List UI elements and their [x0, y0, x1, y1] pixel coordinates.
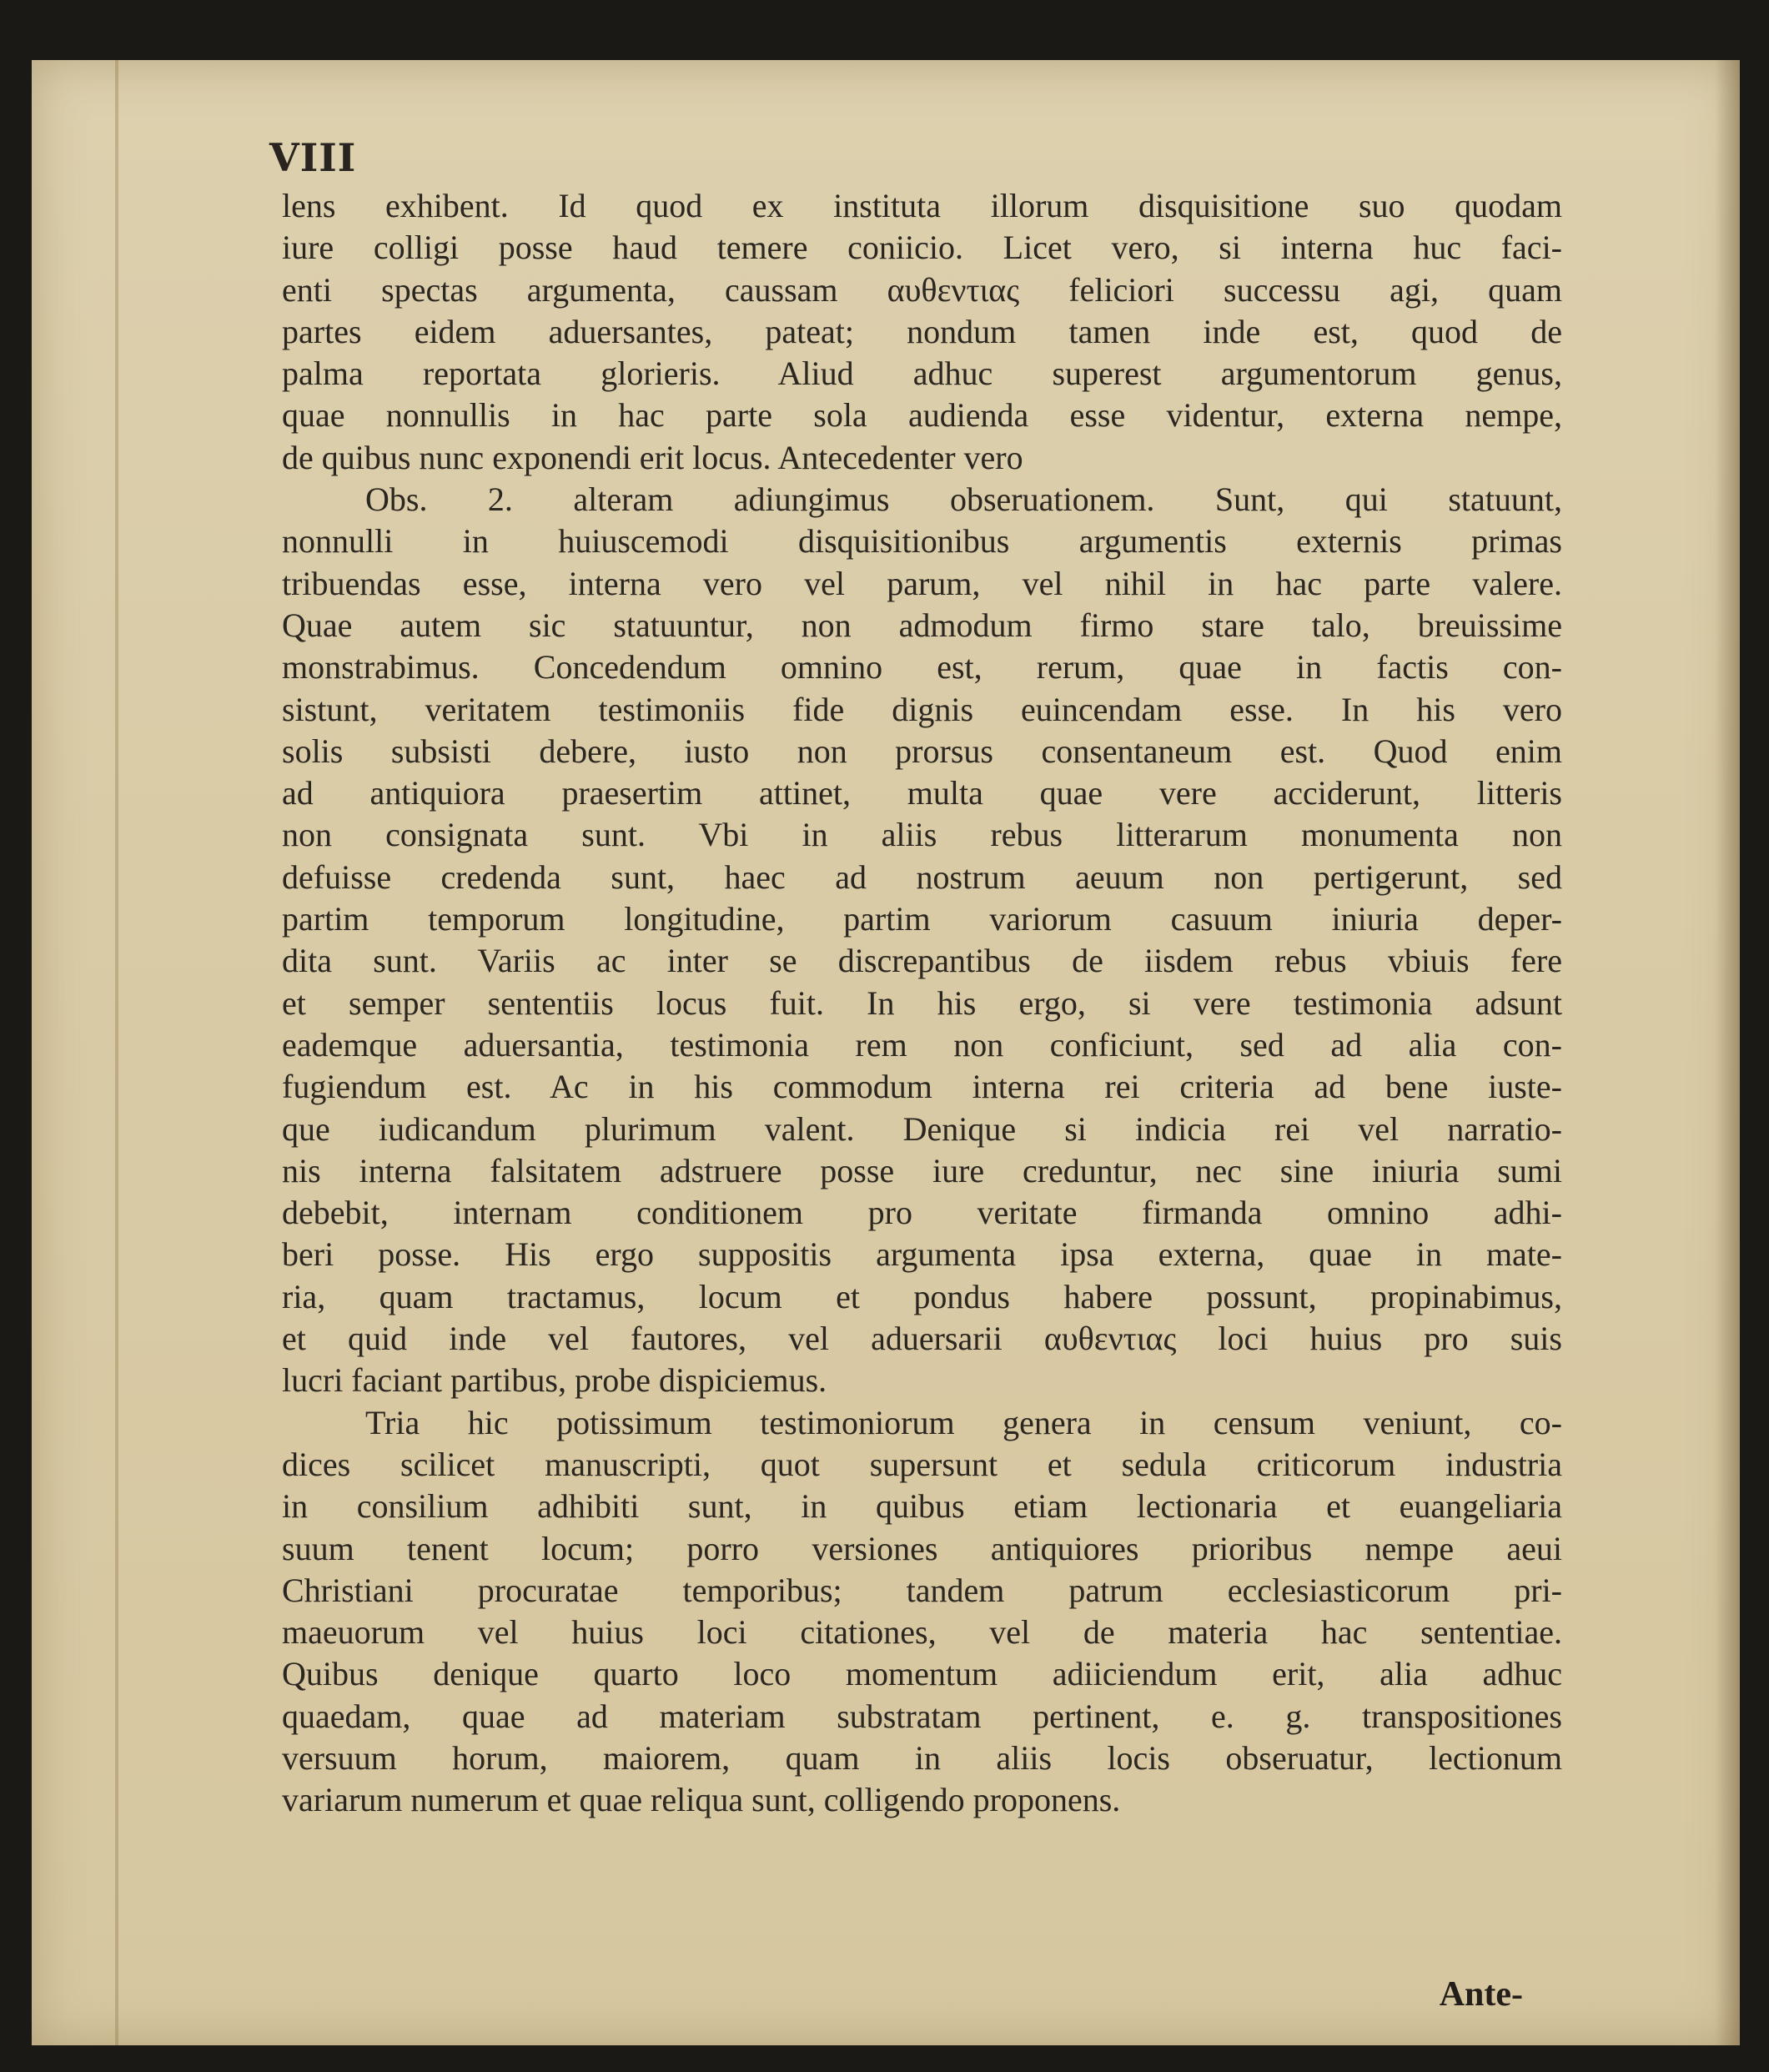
- book-page: [32, 60, 1740, 2045]
- text-line: defuisse credenda sunt, haec ad nostrum aeuum non pertigerunt, sed: [282, 857, 1562, 896]
- text-line: solis subsisti debere, iusto non prorsus consentaneum est. Quod enim: [282, 732, 1562, 770]
- text-line: de quibus nunc exponendi erit locus. Antecedenter vero: [282, 438, 1023, 476]
- text-line: quae nonnullis in hac parte sola audienda esse videntur, externa nempe,: [282, 396, 1562, 435]
- text-line: ad antiquiora praesertim attinet, multa quae vere acciderunt, litteris: [282, 774, 1562, 812]
- text-line: partes eidem aduersantes, pateat; nondum tamen inde est, quod de: [282, 312, 1562, 350]
- text-line: palma reportata glorieris. Aliud adhuc superest argumentorum genus,: [282, 355, 1562, 393]
- text-line: Quae autem sic statuuntur, non admodum firmo stare talo, breuissime: [282, 606, 1562, 644]
- text-line: variarum numerum et quae reliqua sunt, colligendo proponens.: [282, 1781, 1121, 1819]
- text-line: tribuendas esse, interna vero vel parum, vel nihil in hac parte valere.: [282, 564, 1562, 602]
- text-line: non consignata sunt. Vbi in aliis rebus litterarum monumenta non: [282, 816, 1562, 854]
- text-line: que iudicandum plurimum valent. Denique si indicia rei vel narratio-: [282, 1109, 1562, 1148]
- text-line: maeuorum vel huius loci citationes, vel de materia hac sententiae.: [282, 1613, 1562, 1652]
- body-text: [282, 185, 1562, 1822]
- text-line: fugiendum est. Ac in his commodum interna rei criteria ad bene iuste-: [282, 1068, 1562, 1106]
- text-line: debebit, internam conditionem pro veritate firmanda omnino adhi-: [282, 1194, 1562, 1232]
- text-line: sistunt, veritatem testimoniis fide dignis euincendam esse. In his vero: [282, 690, 1562, 728]
- text-line: nis interna falsitatem adstruere posse iure creduntur, nec sine iniuria sumi: [282, 1151, 1562, 1189]
- text-line: Christiani procuratae temporibus; tandem patrum ecclesiasticorum pri-: [282, 1571, 1562, 1609]
- text-line: eademque aduersantia, testimonia rem non conficiunt, sed ad alia con-: [282, 1025, 1562, 1064]
- text-line: lucri faciant partibus, probe dispiciemus.: [282, 1361, 827, 1400]
- text-line: dita sunt. Variis ac inter se discrepantibus de iisdem rebus vbiuis fere: [282, 942, 1562, 980]
- text-line: versuum horum, maiorem, quam in aliis locis obseruatur, lectionum: [282, 1738, 1562, 1777]
- text-line: quaedam, quae ad materiam substratam pertinent, e. g. transpositiones: [282, 1697, 1562, 1735]
- page-number: VIII: [269, 135, 357, 180]
- text-line: Obs. 2. alteram adiungimus obseruationem. Sunt, qui statuunt,: [365, 480, 1562, 519]
- text-line: suum tenent locum; porro versiones antiquiores prioribus nempe aeui: [282, 1529, 1562, 1567]
- text-line: et semper sententiis locus fuit. In his ergo, si vere testimonia adsunt: [282, 983, 1562, 1022]
- text-line: monstrabimus. Concedendum omnino est, rerum, quae in factis con-: [282, 648, 1562, 686]
- text-line: iure colligi posse haud temere coniicio. Licet vero, si interna huc faci-: [282, 229, 1562, 267]
- text-line: lens exhibent. Id quod ex instituta illorum disquisitione suo quodam: [282, 187, 1562, 224]
- page-edge-shadow: [1715, 60, 1740, 2045]
- text-line: partim temporum longitudine, partim variorum casuum iniuria deper-: [282, 900, 1562, 938]
- gutter-fold: [115, 60, 118, 2045]
- text-line: dices scilicet manuscripti, quot supersunt et sedula criticorum industria: [282, 1445, 1562, 1483]
- text-line: enti spectas argumenta, caussam αυθεντιας feliciori successu agi, quam: [282, 270, 1562, 309]
- text-line: nonnulli in huiuscemodi disquisitionibus argumentis externis primas: [282, 522, 1562, 561]
- text-line: Quibus denique quarto loco momentum adiiciendum erit, alia adhuc: [282, 1655, 1562, 1693]
- text-line: Tria hic potissimum testimoniorum genera in censum veniunt, co-: [365, 1403, 1562, 1441]
- text-line: in consilium adhibiti sunt, in quibus etiam lectionaria et euangeliaria: [282, 1487, 1562, 1526]
- text-line: beri posse. His ergo suppositis argumenta ipsa externa, quae in mate-: [282, 1235, 1562, 1274]
- text-line: et quid inde vel fautores, vel aduersarii αυθεντιας loci huius pro suis: [282, 1320, 1562, 1358]
- catchword: Ante-: [1439, 1975, 1523, 2014]
- text-line: ria, quam tractamus, locum et pondus habere possunt, propinabimus,: [282, 1277, 1562, 1315]
